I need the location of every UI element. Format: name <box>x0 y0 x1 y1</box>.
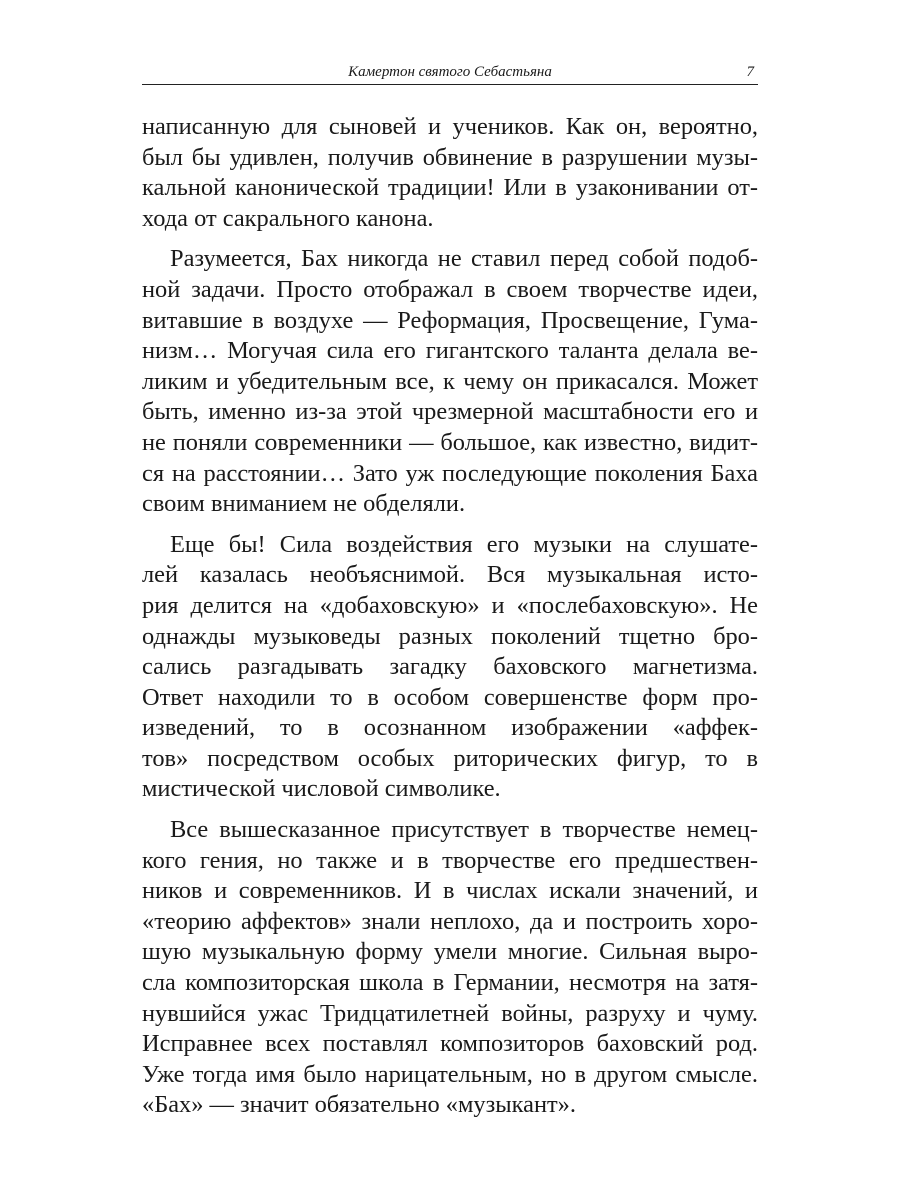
text-line: хода от сакрального канона. <box>142 204 434 232</box>
paragraph <box>142 530 758 805</box>
text-line: «теорию аффектов» знали неплохо, да и построить хоро- <box>142 907 758 935</box>
text-line: мистической числовой символике. <box>142 775 501 803</box>
paragraph <box>142 244 758 519</box>
paragraph <box>142 815 758 1121</box>
body-text <box>142 112 758 1131</box>
text-line: шую музыкальную форму умели многие. Сильная выро- <box>142 938 758 966</box>
text-line: сались разгадывать загадку баховского магнетизма. <box>142 653 758 681</box>
text-line: кальной канонической традиции! Или в узаконивании от- <box>142 174 758 202</box>
text-line: рия делится на «добаховскую» и «послебаховскую». Не <box>142 591 758 619</box>
text-line: ников и современников. И в числах искали значений, и <box>142 877 758 905</box>
text-line: сла композиторская школа в Германии, несмотря на затя- <box>142 969 758 997</box>
text-line: лей казалась необъяснимой. Вся музыкальная исто- <box>142 561 758 589</box>
text-line: Ответ находили то в особом совершенстве форм про- <box>142 683 758 711</box>
text-line: «Бах» — значит обязательно «музыкант». <box>142 1091 576 1119</box>
text-line: Еще бы! Сила воздействия его музыки на слушате- <box>170 530 758 558</box>
text-line: Разумеется, Бах никогда не ставил перед собой подоб- <box>170 245 758 273</box>
text-line: Все вышесказанное присутствует в творчестве немец- <box>170 816 758 844</box>
text-line: Исправнее всех поставлял композиторов баховский род. <box>142 1030 758 1058</box>
text-line: низм… Могучая сила его гигантского таланта делала ве- <box>142 337 758 365</box>
text-line: ной задачи. Просто отображал в своем творчестве идеи, <box>142 275 758 303</box>
text-line: не поняли современники — большое, как известно, видит- <box>142 428 758 456</box>
text-line: нувшийся ужас Тридцатилетней войны, разруху и чуму. <box>142 999 758 1027</box>
text-line: изведений, то в осознанном изображении «аффек- <box>142 714 758 742</box>
text-line: написанную для сыновей и учеников. Как он, вероятно, <box>142 113 758 140</box>
text-line: был бы удивлен, получив обвинение в разрушении музы- <box>142 143 758 171</box>
text-line: быть, именно из-за этой чрезмерной масштабности его и <box>142 398 758 426</box>
text-line: кого гения, но также и в творчестве его предшествен- <box>142 846 758 874</box>
text-line: ся на расстоянии… Зато уж последующие поколения Баха <box>142 459 758 487</box>
text-line: ликим и убедительным все, к чему он прикасался. Может <box>142 367 758 395</box>
running-title: Камертон святого Себастьяна <box>348 64 552 80</box>
page-number: 7 <box>746 64 754 80</box>
text-line: тов» посредством особых риторических фигур, то в <box>142 744 758 772</box>
text-line: витавшие в воздухе — Реформация, Просвещение, Гума- <box>142 306 758 334</box>
text-line: однажды музыковеды разных поколений тщетно бро- <box>142 622 758 650</box>
text-line: Уже тогда имя было нарицательным, но в другом смысле. <box>142 1060 758 1088</box>
text-line: своим вниманием не обделяли. <box>142 490 466 518</box>
paragraph <box>142 112 758 234</box>
running-header <box>142 60 758 85</box>
